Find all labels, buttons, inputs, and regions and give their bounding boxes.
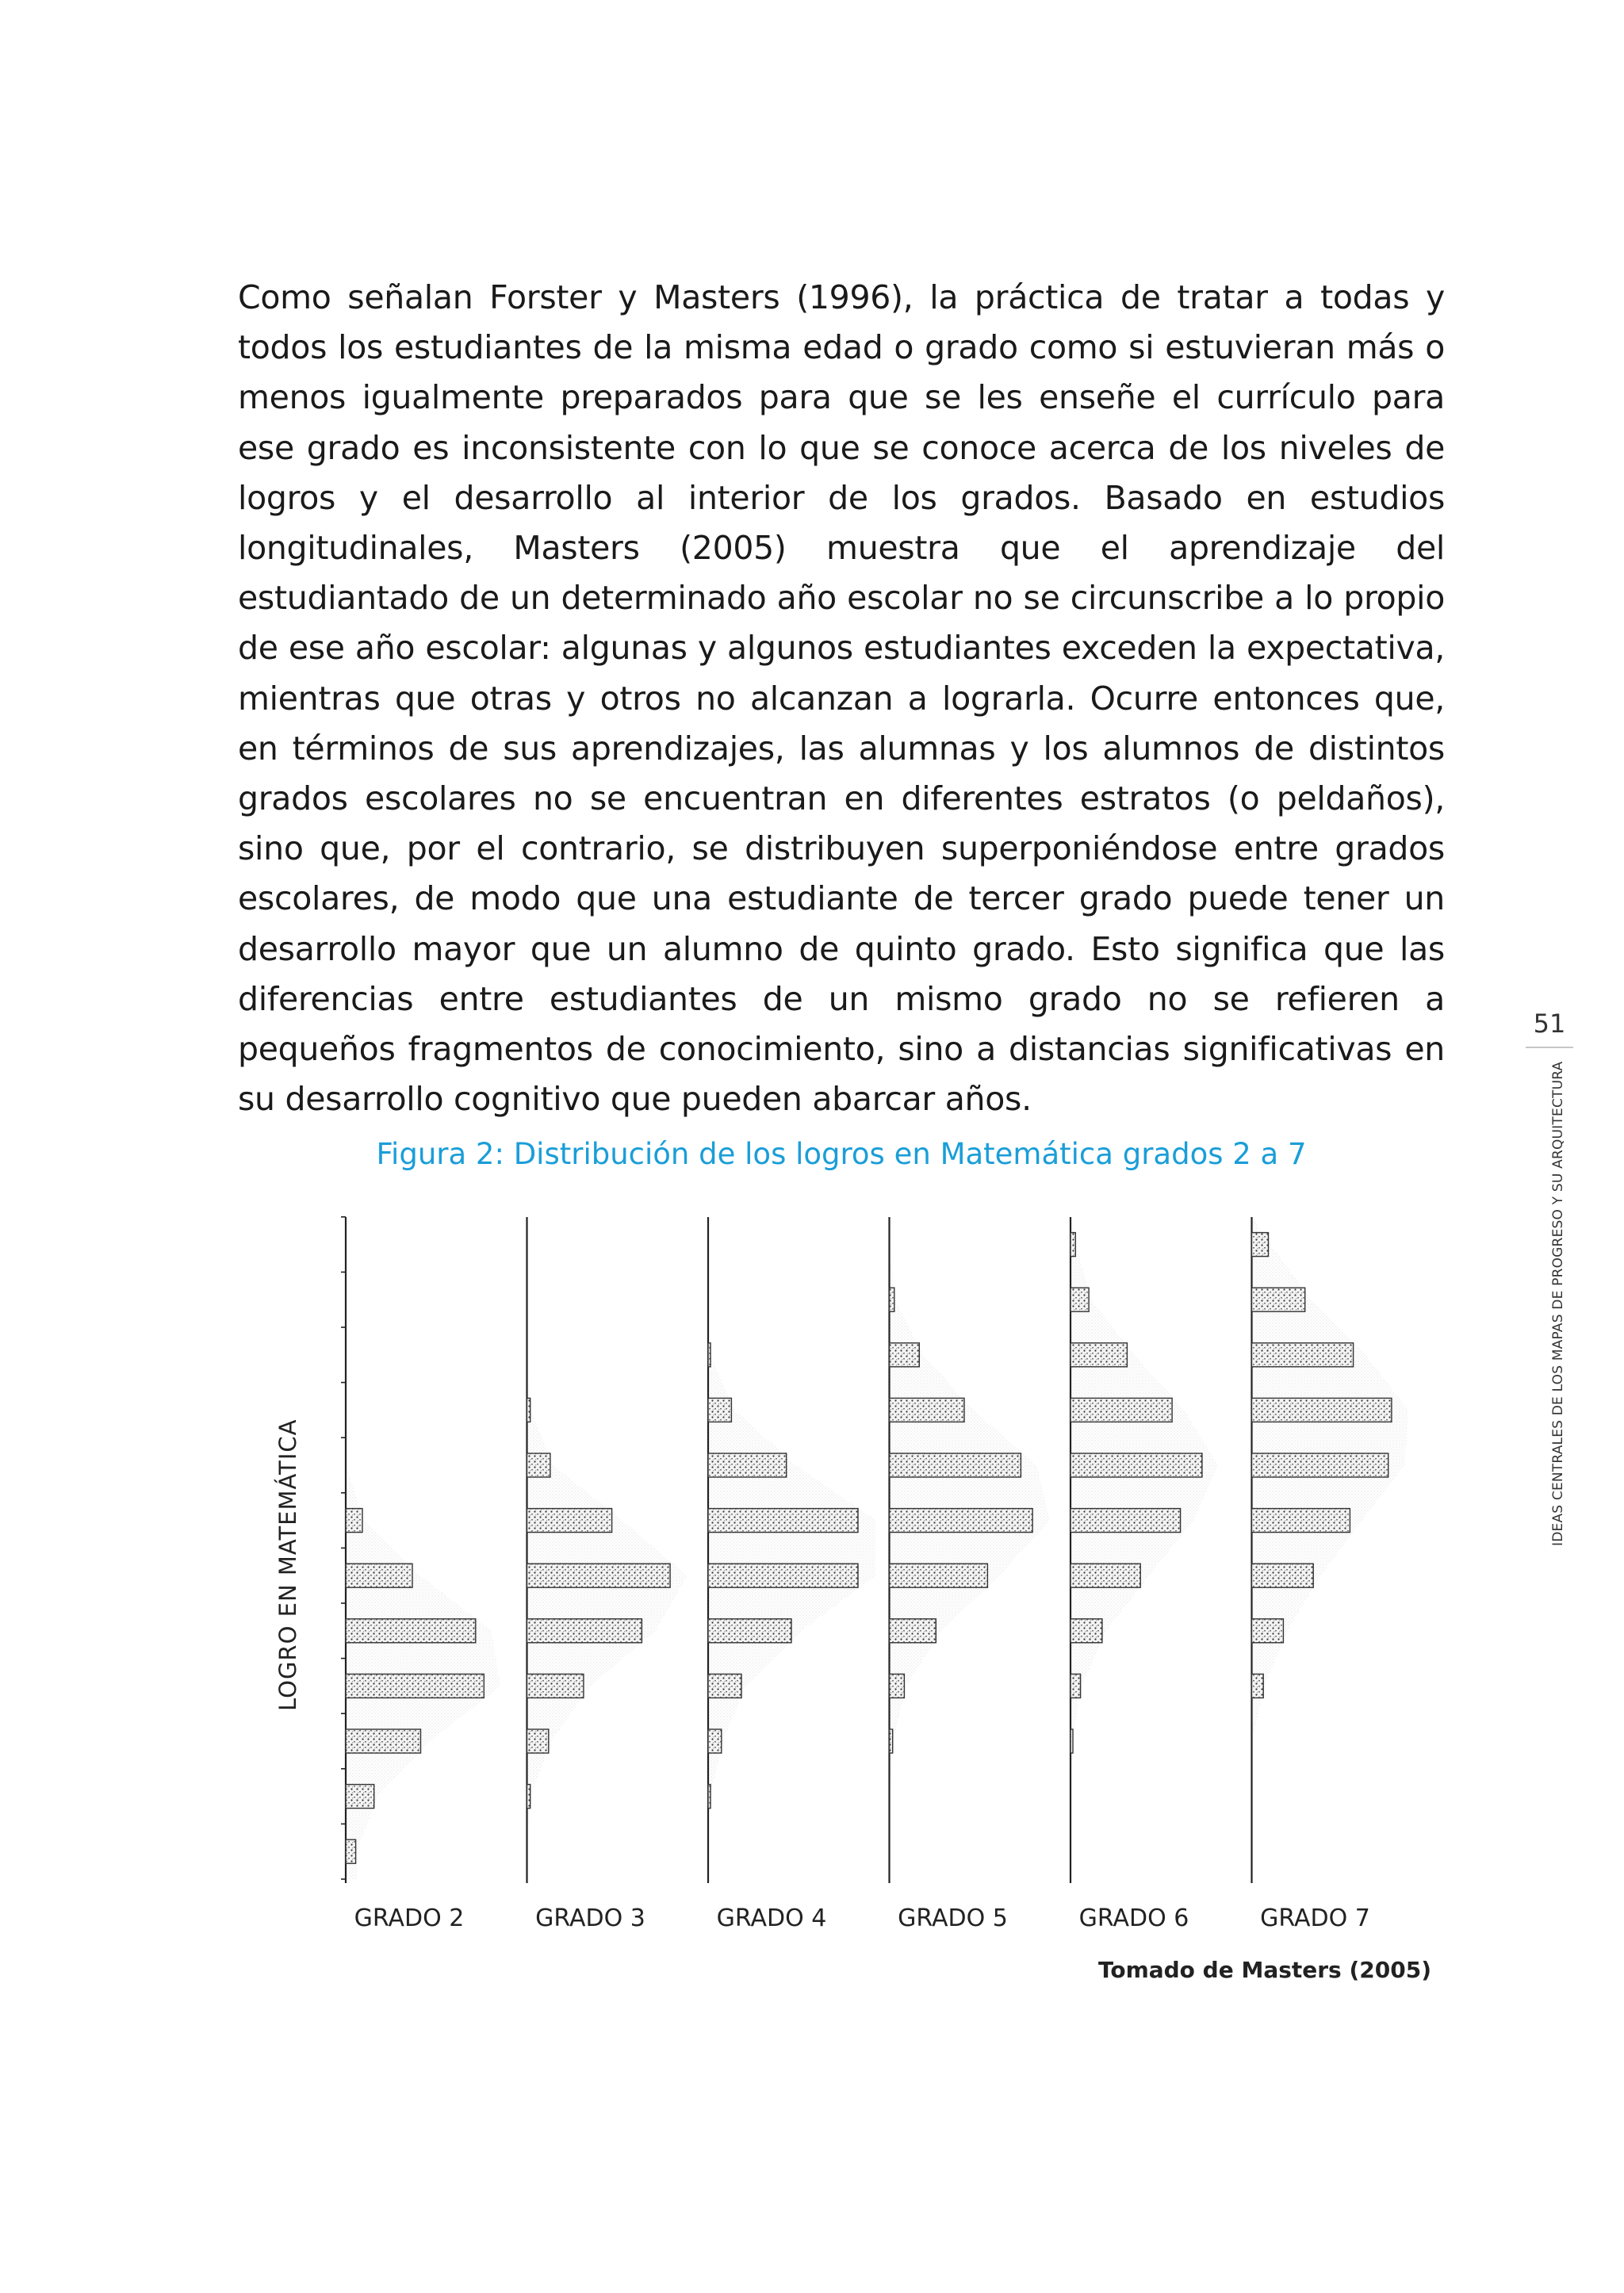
- achievement-bar: [1252, 1619, 1284, 1643]
- distribution-shading: [346, 1217, 500, 1879]
- body-paragraph: Como señalan Forster y Masters (1996), la práctica de tratar a todas y todos los estudiantes de la misma edad o grado como si estuvieran más o menos igualmente preparados para que se les enseñe el currículo para ese grado es inconsistente con lo que se conoce acerca de los niveles de logros y el desarrollo al interior de los grados. Basado en estudios longitudinales, Masters (2005) muestra que el aprendizaje del estudiantado de un determinado año escolar no se circunscribe a lo propio de ese año escolar: algunas y algunos estudiantes exceden la expectativa, mientras que otras y otros no alcanzan a lograrla. Ocurre entonces que, en términos de sus aprendizajes, las alumnas y los alumnos de distintos grados escolares no se encuentran en diferentes estratos (o peldaños), sino que, por el contrario, se distribuyen superponiéndose entre grados escolares, de modo que una estudiante de tercer grado puede tener un desarrollo mayor que un alumno de quinto grado. Esto significa que las diferencias entre estudiantes de un mismo grado no se refieren a pequeños fragmentos de conocimiento, sino a distancias significativas en su desarrollo cognitivo que pueden abarcar años.: [238, 278, 1445, 1119]
- achievement-bar: [346, 1509, 362, 1533]
- achievement-bar: [527, 1619, 642, 1643]
- grade-group: [527, 1217, 688, 1883]
- achievement-bar: [1252, 1288, 1305, 1311]
- achievement-bar: [890, 1343, 920, 1367]
- distribution-shading: [890, 1217, 1050, 1879]
- achievement-bar: [346, 1785, 374, 1809]
- grade-group: [890, 1217, 1050, 1883]
- grade-label: GRADO 7: [1260, 1904, 1370, 1932]
- page-number: 51: [1533, 1009, 1566, 1039]
- grade-label: GRADO 2: [354, 1904, 465, 1932]
- achievement-bar: [1071, 1288, 1089, 1311]
- achievement-bar: [1252, 1398, 1392, 1422]
- grade-group: [708, 1217, 876, 1883]
- achievement-bar: [708, 1453, 787, 1477]
- achievement-bar: [1071, 1453, 1202, 1477]
- achievement-bar: [346, 1619, 476, 1643]
- achievement-bar: [527, 1509, 612, 1533]
- achievement-bar: [708, 1729, 722, 1753]
- achievement-bar: [346, 1839, 356, 1863]
- achievement-bar: [890, 1674, 905, 1698]
- achievement-bar: [708, 1509, 858, 1533]
- achievement-bar: [708, 1398, 731, 1422]
- achievement-bar: [1071, 1674, 1081, 1698]
- achievement-bar: [527, 1674, 584, 1698]
- achievement-bar: [890, 1453, 1021, 1477]
- grade-label: GRADO 5: [898, 1904, 1008, 1932]
- achievement-bar: [890, 1288, 894, 1311]
- distribution-shading: [1252, 1217, 1409, 1879]
- achievement-bar: [1252, 1453, 1388, 1477]
- achievement-bar: [1252, 1674, 1264, 1698]
- achievement-bar: [708, 1674, 741, 1698]
- figure-title: Figura 2: Distribución de los logros en Matemática grados 2 a 7: [376, 1137, 1307, 1171]
- achievement-bar: [527, 1453, 550, 1477]
- achievement-bar: [527, 1564, 671, 1587]
- achievement-bar: [1071, 1619, 1102, 1643]
- achievement-bar: [1071, 1343, 1127, 1367]
- page-number-rule: [1526, 1047, 1573, 1048]
- grade-group: [346, 1217, 500, 1883]
- achievement-bar: [708, 1343, 710, 1367]
- figure-source: Tomado de Masters (2005): [1097, 1957, 1431, 1983]
- grade-label: GRADO 4: [716, 1904, 827, 1932]
- achievement-bar: [1071, 1564, 1140, 1587]
- achievement-bar: [890, 1398, 965, 1422]
- distribution-shading: [708, 1217, 876, 1879]
- achievement-bar: [346, 1564, 412, 1587]
- achievement-bar: [1071, 1729, 1073, 1753]
- achievement-bar: [1071, 1398, 1172, 1422]
- achievement-bar: [346, 1674, 484, 1698]
- achievement-bar: [890, 1509, 1033, 1533]
- grade-group: [1252, 1217, 1409, 1883]
- achievement-bar: [708, 1619, 791, 1643]
- running-head: IDEAS CENTRALES DE LOS MAPAS DE PROGRESO Y SU ARQUITECTURA: [1550, 1061, 1566, 1546]
- achievement-bar: [346, 1729, 421, 1753]
- distribution-shading: [527, 1217, 688, 1879]
- achievement-bar: [1252, 1509, 1350, 1533]
- achievement-bar: [527, 1729, 549, 1753]
- achievement-bar: [890, 1729, 893, 1753]
- achievement-bar: [1252, 1564, 1314, 1587]
- achievement-bar: [1071, 1509, 1181, 1533]
- achievement-distribution-chart: [317, 1205, 1411, 1903]
- achievement-bar: [1252, 1343, 1354, 1367]
- grade-label: GRADO 3: [535, 1904, 645, 1932]
- achievement-bar: [708, 1785, 710, 1809]
- achievement-bar: [527, 1785, 530, 1809]
- achievement-bar: [527, 1398, 530, 1422]
- grade-label: GRADO 6: [1078, 1904, 1189, 1932]
- achievement-bar: [890, 1619, 936, 1643]
- achievement-bar: [1071, 1233, 1075, 1257]
- achievement-bar: [708, 1564, 858, 1587]
- y-axis-label: LOGRO EN MATEMÁTICA: [274, 1418, 301, 1711]
- grade-group: [1071, 1217, 1218, 1883]
- distribution-shading: [1071, 1217, 1218, 1879]
- achievement-bar: [890, 1564, 988, 1587]
- achievement-bar: [1252, 1233, 1269, 1257]
